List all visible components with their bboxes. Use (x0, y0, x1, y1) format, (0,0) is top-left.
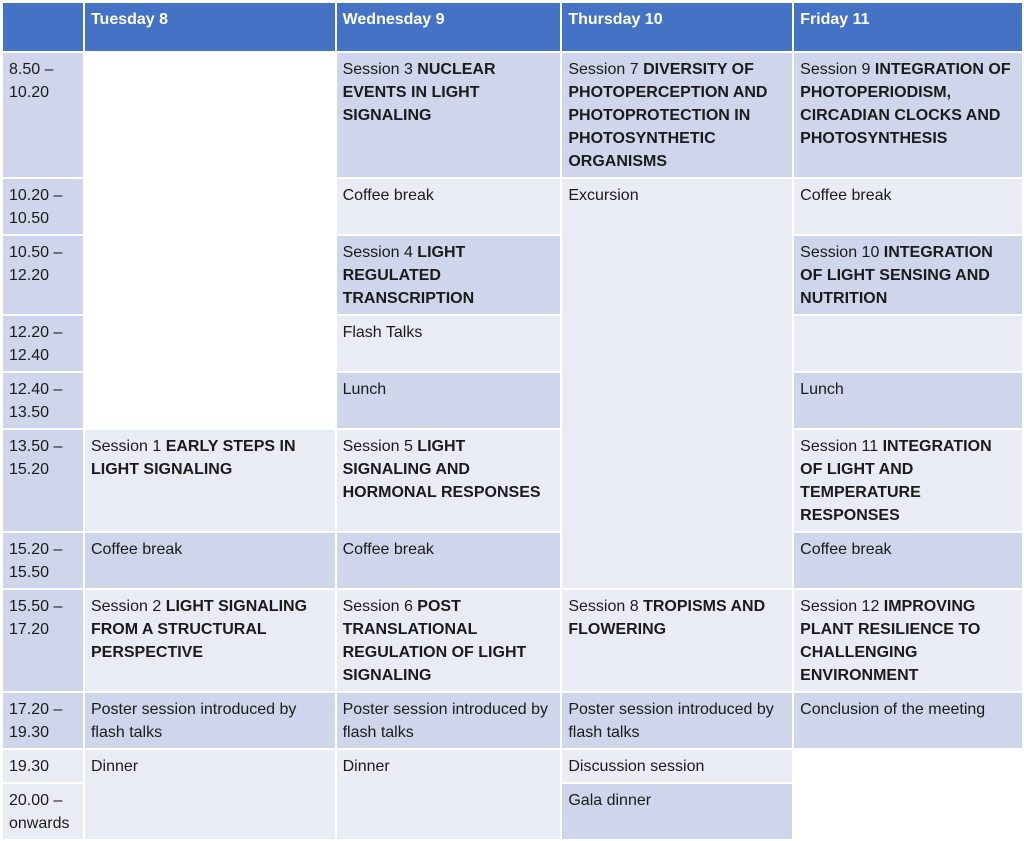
break-cell: Coffee break (793, 178, 1023, 235)
gala-dinner-cell: Gala dinner (561, 783, 793, 840)
table-row (2, 589, 1023, 692)
header-time (2, 2, 84, 52)
table-row (2, 532, 1023, 589)
session-cell: Session 1 EARLY STEPS IN LIGHT SIGNALING (84, 429, 336, 532)
table-row (2, 429, 1023, 532)
lunch-cell: Lunch (793, 372, 1023, 429)
time-slot: 19.30 (2, 749, 84, 783)
tuesday-morning-empty (84, 52, 336, 429)
table-row (2, 692, 1023, 749)
time-slot: 12.40 – 13.50 (2, 372, 84, 429)
poster-session-cell: Poster session introduced by flash talks (84, 692, 336, 749)
time-slot: 20.00 – onwards (2, 783, 84, 840)
session-cell: Session 4 LIGHT REGULATED TRANSCRIPTION (336, 235, 562, 315)
empty-cell (793, 315, 1023, 372)
session-cell: Session 10 INTEGRATION OF LIGHT SENSING AND NUTRITION (793, 235, 1023, 315)
session-cell: Session 7 DIVERSITY OF PHOTOPERCEPTION AND PHOTOPROTECTION IN PHOTOSYNTHETIC ORGANISMS (561, 52, 793, 178)
session-cell: Session 8 TROPISMS AND FLOWERING (561, 589, 793, 692)
session-cell: Session 9 INTEGRATION OF PHOTOPERIODISM, CIRCADIAN CLOCKS AND PHOTOSYNTHESIS (793, 52, 1023, 178)
header-tuesday: Tuesday 8 (84, 2, 336, 52)
session-cell: Session 5 LIGHT SIGNALING AND HORMONAL RESPONSES (336, 429, 562, 532)
flash-talks-cell: Flash Talks (336, 315, 562, 372)
poster-session-cell: Poster session introduced by flash talks (336, 692, 562, 749)
time-slot: 12.20 – 12.40 (2, 315, 84, 372)
session-cell: Session 12 IMPROVING PLANT RESILIENCE TO CHALLENGING ENVIRONMENT (793, 589, 1023, 692)
header-thursday: Thursday 10 (561, 2, 793, 52)
lunch-cell: Lunch (336, 372, 562, 429)
schedule-table (1, 1, 1024, 841)
poster-session-cell: Poster session introduced by flash talks (561, 692, 793, 749)
session-cell: Session 6 POST TRANSLATIONAL REGULATION OF LIGHT SIGNALING (336, 589, 562, 692)
break-cell: Coffee break (336, 178, 562, 235)
discussion-cell: Discussion session (561, 749, 793, 783)
table-row (2, 52, 1023, 178)
session-cell: Session 3 NUCLEAR EVENTS IN LIGHT SIGNALING (336, 52, 562, 178)
table-row (2, 749, 1023, 783)
time-slot: 8.50 – 10.20 (2, 52, 84, 178)
session-cell: Session 2 LIGHT SIGNALING FROM A STRUCTURAL PERSPECTIVE (84, 589, 336, 692)
break-cell: Coffee break (793, 532, 1023, 589)
conclusion-cell: Conclusion of the meeting (793, 692, 1023, 749)
time-slot: 10.50 – 12.20 (2, 235, 84, 315)
time-slot: 15.20 – 15.50 (2, 532, 84, 589)
excursion-cell: Excursion (561, 178, 793, 589)
time-slot: 10.20 – 10.50 (2, 178, 84, 235)
empty-cell (793, 749, 1023, 840)
header-row (2, 2, 1023, 52)
header-friday: Friday 11 (793, 2, 1023, 52)
break-cell: Coffee break (84, 532, 336, 589)
dinner-cell: Dinner (336, 749, 562, 840)
time-slot: 13.50 – 15.20 (2, 429, 84, 532)
time-slot: 17.20 – 19.30 (2, 692, 84, 749)
break-cell: Coffee break (336, 532, 562, 589)
session-cell: Session 11 INTEGRATION OF LIGHT AND TEMPERATURE RESPONSES (793, 429, 1023, 532)
time-slot: 15.50 – 17.20 (2, 589, 84, 692)
dinner-cell: Dinner (84, 749, 336, 840)
header-wednesday: Wednesday 9 (336, 2, 562, 52)
